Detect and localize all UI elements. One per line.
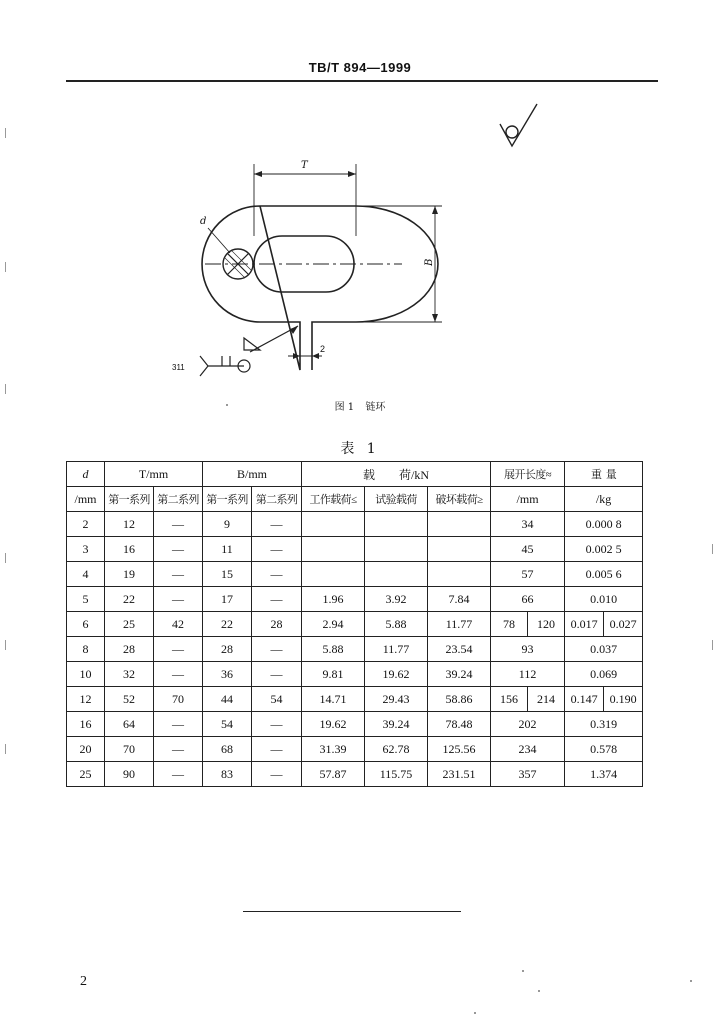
scan-mark — [5, 553, 6, 563]
cell-weight: 0.578 — [565, 737, 643, 762]
cell-t-series-1: 22 — [105, 587, 154, 612]
cell-working-load: 9.81 — [302, 662, 365, 687]
cell-b-series-1: 9 — [203, 512, 252, 537]
label-weld-process: 311 — [172, 363, 185, 372]
cell-length-series-1: 78 — [491, 612, 528, 637]
cell-working-load: 2.94 — [302, 612, 365, 637]
cell-b-series-1: 44 — [203, 687, 252, 712]
scan-mark — [5, 262, 6, 272]
cell-t-series-1: 52 — [105, 687, 154, 712]
cell-breaking-load — [428, 512, 491, 537]
cell-test-load: 3.92 — [365, 587, 428, 612]
cell-b-series-1: 68 — [203, 737, 252, 762]
label-t: T — [301, 160, 308, 171]
chain-link-table — [66, 461, 643, 787]
cell-weight-series-2: 0.027 — [604, 612, 643, 637]
table-title: 表 1 — [340, 441, 380, 457]
cell-weight-series-2: 0.190 — [604, 687, 643, 712]
cell-weight-series-1: 0.017 — [565, 612, 604, 637]
cell-test-load: 39.24 — [365, 712, 428, 737]
cell-d: 6 — [67, 612, 105, 637]
cell-weight: 0.010 — [565, 587, 643, 612]
cell-d: 16 — [67, 712, 105, 737]
table-row — [67, 712, 643, 737]
cell-working-load: 19.62 — [302, 712, 365, 737]
header-working-load: 工作载荷≤ — [302, 487, 365, 512]
cell-breaking-load: 11.77 — [428, 612, 491, 637]
header-t-series-1: 第一系列 — [105, 487, 154, 512]
cell-d: 12 — [67, 687, 105, 712]
cell-length: 34 — [491, 512, 565, 537]
cell-test-load: 62.78 — [365, 737, 428, 762]
table-row — [67, 612, 643, 637]
header-weight: 重 量 — [565, 462, 643, 487]
cell-length-series-2: 120 — [528, 612, 565, 637]
table-header-row-1 — [67, 462, 643, 487]
table-header-row-2 — [67, 487, 643, 512]
table-row — [67, 587, 643, 612]
scan-mark — [712, 640, 713, 650]
label-b: B — [424, 258, 435, 266]
cell-t-series-2: — — [154, 587, 203, 612]
cell-working-load: 5.88 — [302, 637, 365, 662]
cell-breaking-load: 125.56 — [428, 737, 491, 762]
cell-b-series-2: — — [252, 712, 302, 737]
cell-weight: 0.000 8 — [565, 512, 643, 537]
cell-breaking-load: 23.54 — [428, 637, 491, 662]
header-length-unit: /mm — [491, 487, 565, 512]
cell-breaking-load: 7.84 — [428, 587, 491, 612]
cell-t-series-1: 12 — [105, 512, 154, 537]
cell-length-series-2: 214 — [528, 687, 565, 712]
label-gap: 2 — [320, 344, 326, 354]
document-code-header: TB/T 894—1999 — [308, 60, 412, 75]
cell-weight: 0.005 6 — [565, 562, 643, 587]
cell-length: 112 — [491, 662, 565, 687]
cell-t-series-2: — — [154, 562, 203, 587]
cell-breaking-load — [428, 562, 491, 587]
cell-weight: 0.319 — [565, 712, 643, 737]
table-row — [67, 662, 643, 687]
table-row — [67, 737, 643, 762]
header-length: 展开长度≈ — [491, 462, 565, 487]
cell-b-series-1: 36 — [203, 662, 252, 687]
cell-length: 93 — [491, 637, 565, 662]
cell-b-series-2: — — [252, 562, 302, 587]
header-d: d — [67, 462, 105, 487]
cell-t-series-2: 42 — [154, 612, 203, 637]
cell-t-series-1: 70 — [105, 737, 154, 762]
cell-test-load: 11.77 — [365, 637, 428, 662]
cell-t-series-2: — — [154, 737, 203, 762]
scan-mark — [712, 544, 713, 554]
cell-breaking-load: 231.51 — [428, 762, 491, 787]
cell-t-series-2: — — [154, 637, 203, 662]
cell-length: 234 — [491, 737, 565, 762]
figure-caption-text: 链环 — [365, 402, 386, 413]
cell-b-series-2: 54 — [252, 687, 302, 712]
cell-t-series-2: — — [154, 712, 203, 737]
cell-t-series-1: 16 — [105, 537, 154, 562]
cell-length: 357 — [491, 762, 565, 787]
cell-working-load: 14.71 — [302, 687, 365, 712]
figure-caption — [0, 398, 720, 413]
cell-weight: 0.069 — [565, 662, 643, 687]
header-t: T/mm — [105, 462, 203, 487]
cell-b-series-2: — — [252, 762, 302, 787]
d-leader-line — [208, 228, 230, 253]
header-test-load: 试验载荷 — [365, 487, 428, 512]
header-breaking-load: 破坏载荷≥ — [428, 487, 491, 512]
cell-length: 202 — [491, 712, 565, 737]
table-row — [67, 562, 643, 587]
cell-t-series-1: 90 — [105, 762, 154, 787]
cell-working-load — [302, 537, 365, 562]
header-t-series-2: 第二系列 — [154, 487, 203, 512]
weld-symbol-icon — [200, 326, 298, 376]
cell-b-series-1: 83 — [203, 762, 252, 787]
cell-t-series-2: 70 — [154, 687, 203, 712]
cell-b-series-2: 28 — [252, 612, 302, 637]
cell-working-load: 57.87 — [302, 762, 365, 787]
scan-speck — [522, 970, 524, 972]
table-row — [67, 687, 643, 712]
scan-mark — [5, 384, 6, 394]
scan-mark — [5, 128, 6, 138]
scan-speck — [226, 404, 228, 406]
cell-working-load: 31.39 — [302, 737, 365, 762]
cell-b-series-1: 15 — [203, 562, 252, 587]
cell-test-load — [365, 562, 428, 587]
cell-d: 20 — [67, 737, 105, 762]
chain-link-figure — [0, 0, 720, 420]
header-d-unit: /mm — [67, 487, 105, 512]
table-row — [67, 512, 643, 537]
scan-speck — [538, 990, 540, 992]
cell-b-series-2: — — [252, 587, 302, 612]
cell-b-series-2: — — [252, 737, 302, 762]
cell-test-load: 19.62 — [365, 662, 428, 687]
scan-mark — [5, 640, 6, 650]
scan-speck — [474, 1012, 476, 1014]
cell-test-load — [365, 537, 428, 562]
cell-test-load: 29.43 — [365, 687, 428, 712]
cell-b-series-2: — — [252, 537, 302, 562]
cell-working-load — [302, 562, 365, 587]
cell-weight-series-1: 0.147 — [565, 687, 604, 712]
cell-breaking-load — [428, 537, 491, 562]
cell-t-series-2: — — [154, 762, 203, 787]
cell-test-load: 5.88 — [365, 612, 428, 637]
cell-d: 3 — [67, 537, 105, 562]
header-load: 载 荷/kN — [302, 462, 491, 487]
cell-weight: 0.037 — [565, 637, 643, 662]
cell-b-series-1: 54 — [203, 712, 252, 737]
cell-t-series-1: 32 — [105, 662, 154, 687]
header-weight-unit: /kg — [565, 487, 643, 512]
figure-caption-number: 图 1 — [334, 402, 355, 413]
scan-mark — [5, 744, 6, 754]
cell-d: 4 — [67, 562, 105, 587]
header-b: B/mm — [203, 462, 302, 487]
table-row — [67, 537, 643, 562]
cell-b-series-1: 17 — [203, 587, 252, 612]
cell-b-series-1: 22 — [203, 612, 252, 637]
surface-finish-symbol — [500, 104, 537, 146]
cell-weight: 1.374 — [565, 762, 643, 787]
cell-d: 25 — [67, 762, 105, 787]
cell-b-series-2: — — [252, 637, 302, 662]
cell-t-series-2: — — [154, 537, 203, 562]
cell-t-series-2: — — [154, 512, 203, 537]
table-row — [67, 762, 643, 787]
cell-working-load — [302, 512, 365, 537]
cell-t-series-1: 28 — [105, 637, 154, 662]
cell-b-series-2: — — [252, 662, 302, 687]
header-b-series-2: 第二系列 — [252, 487, 302, 512]
header-b-series-1: 第一系列 — [203, 487, 252, 512]
footer-rule — [243, 911, 461, 912]
label-d: d — [200, 216, 207, 227]
cell-breaking-load: 58.86 — [428, 687, 491, 712]
cell-working-load: 1.96 — [302, 587, 365, 612]
cell-weight: 0.002 5 — [565, 537, 643, 562]
cell-b-series-1: 28 — [203, 637, 252, 662]
cell-b-series-2: — — [252, 512, 302, 537]
cell-breaking-load: 78.48 — [428, 712, 491, 737]
cell-length: 57 — [491, 562, 565, 587]
cell-d: 5 — [67, 587, 105, 612]
cell-length-series-1: 156 — [491, 687, 528, 712]
cell-t-series-2: — — [154, 662, 203, 687]
cell-b-series-1: 11 — [203, 537, 252, 562]
cell-length: 45 — [491, 537, 565, 562]
cell-d: 10 — [67, 662, 105, 687]
cell-test-load — [365, 512, 428, 537]
cell-t-series-1: 19 — [105, 562, 154, 587]
cell-t-series-1: 64 — [105, 712, 154, 737]
cell-breaking-load: 39.24 — [428, 662, 491, 687]
cell-test-load: 115.75 — [365, 762, 428, 787]
cell-length: 66 — [491, 587, 565, 612]
page-number: 2 — [80, 974, 87, 989]
table-row — [67, 637, 643, 662]
cell-d: 8 — [67, 637, 105, 662]
cell-t-series-1: 25 — [105, 612, 154, 637]
scan-speck — [690, 980, 692, 982]
cell-d: 2 — [67, 512, 105, 537]
